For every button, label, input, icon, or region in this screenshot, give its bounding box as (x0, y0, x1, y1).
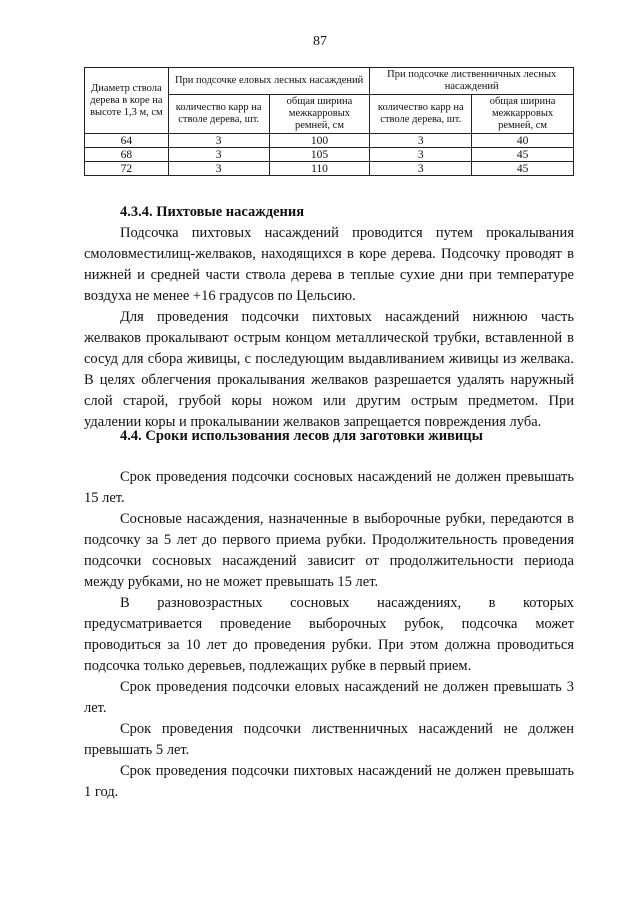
table-cell: 100 (269, 134, 370, 148)
table-cell: 3 (168, 148, 269, 162)
header-larch-count: количество карр на стволе дерева, шт. (370, 95, 472, 134)
table-row (85, 134, 574, 148)
section-terms (84, 426, 574, 803)
table-cell: 3 (370, 162, 472, 176)
paragraph: Срок проведения подсочки сосновых насаждений не должен превышать 15 лет. (84, 469, 574, 506)
paragraph: Сосновые насаждения, назначенные в выборочные рубки, передаются в подсочку за 5 лет до первого приема рубки. Продолжительность проведения подсочки сосновых насаждений зависит от продолжительности периода между рубками, но не может превышать 15 лет. (84, 511, 574, 590)
table-cell: 3 (168, 134, 269, 148)
table-cell: 3 (370, 134, 472, 148)
paragraph: Срок проведения подсочки еловых насаждений не должен превышать 3 лет. (84, 679, 574, 716)
table-cell: 40 (472, 134, 574, 148)
table-cell: 3 (168, 162, 269, 176)
table-cell: 105 (269, 148, 370, 162)
table-cell: 64 (85, 134, 169, 148)
header-spruce-width: общая ширина межкарровых ремней, см (269, 95, 370, 134)
table-row (85, 162, 574, 176)
header-diameter: Диаметр ствола дерева в коре на высоте 1,3 м, см (85, 68, 169, 134)
table-cell: 110 (269, 162, 370, 176)
paragraph: Срок проведения подсочки лиственничных насаждений не должен превышать 5 лет. (84, 721, 574, 758)
paragraph: Срок проведения подсочки пихтовых насаждений не должен превышать 1 год. (84, 763, 574, 800)
paragraph: Для проведения подсочки пихтовых насаждений нижнюю часть желваков прокалывают острым концом металлической трубки, вставленной в сосуд для сбора живицы, с последующим выдавливанием живицы из желвака. В целях облегчения прокалывания желваков разрешается удалять наружный слой старой, грубой коры ножом или другим острым предметом. При удалении коры и прокалывании желваков запрещается повреждения луба. (84, 309, 574, 430)
header-larch-width: общая ширина межкарровых ремней, см (472, 95, 574, 134)
header-larch-group: При подсочке лиственничных лесных насаждений (370, 68, 574, 95)
table-cell: 3 (370, 148, 472, 162)
page-number: 87 (313, 34, 327, 49)
table-cell: 68 (85, 148, 169, 162)
table-cell: 45 (472, 148, 574, 162)
table-row (85, 148, 574, 162)
paragraph: Подсочка пихтовых насаждений проводится путем прокалывания смоловместилищ-желваков, находящихся в коре дерева. Подсочку проводят в нижней и средней части ствола дерева в теплые сухие дни при температуре воздуха не менее +16 градусов по Цельсию. (84, 225, 574, 304)
section-heading: 4.4. Сроки использования лесов для заготовки живицы (120, 428, 483, 444)
header-spruce-group: При подсочке еловых лесных насаждений (168, 68, 370, 95)
table-cell: 45 (472, 162, 574, 176)
tapping-parameters-table (84, 67, 574, 176)
header-spruce-count: количество карр на стволе дерева, шт. (168, 95, 269, 134)
table-cell: 72 (85, 162, 169, 176)
paragraph: В разновозрастных сосновых насаждениях, в которых предусматривается проведение выборочных рубок, подсочка может проводиться за 10 лет до проведения рубки. При этом должна проводиться подсочка только деревьев, подлежащих рубке в первый прием. (84, 595, 574, 674)
section-heading: 4.3.4. Пихтовые насаждения (120, 204, 305, 220)
section-fir (84, 202, 574, 433)
